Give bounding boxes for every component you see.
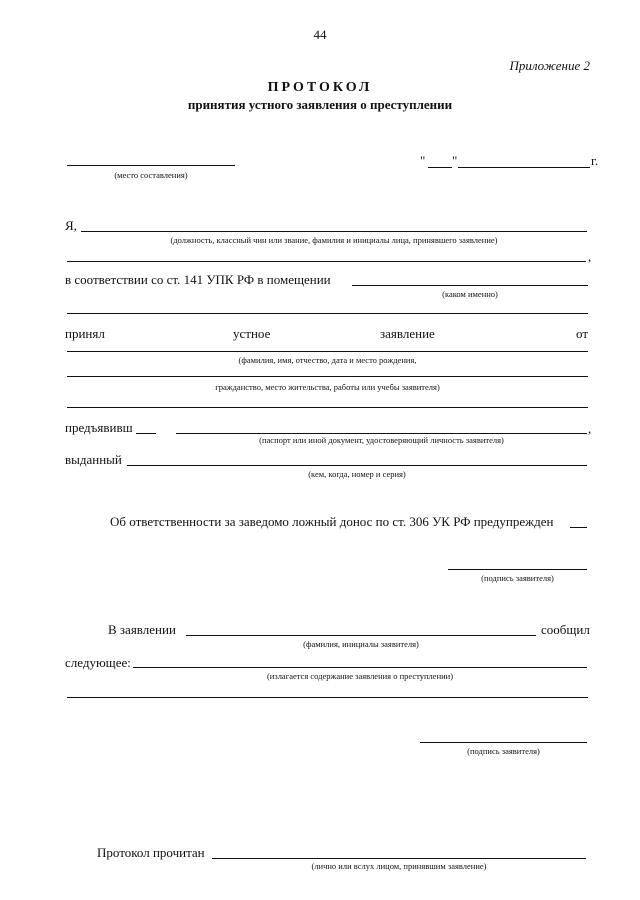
following-label: следующее: [65,655,131,670]
premises-caption: (каком именно) [442,289,498,299]
warning-ending-field[interactable] [570,527,587,528]
content-field-2[interactable] [67,697,588,698]
applicant-field[interactable] [67,351,588,352]
passport-caption: (паспорт или иной документ, удостоверяющий личность заявителя) [259,435,504,445]
date-quote-open: " [420,153,426,168]
date-month-year-field[interactable] [458,167,590,168]
signature-field-1[interactable] [448,569,587,570]
appendix-label: Приложение 2 [509,58,590,73]
issued-caption: (кем, когда, номер и серия) [308,469,406,479]
reported-label: сообщил [541,622,590,637]
citizenship-field[interactable] [67,376,588,377]
page-number: 44 [313,27,327,42]
date-day-field[interactable] [428,167,452,168]
signature-caption-2: (подпись заявителя) [467,746,540,756]
date-quote-close: " [452,153,458,168]
statement-applicant-field[interactable] [186,635,536,636]
accepted-word-4: от [576,326,589,341]
document-subtitle: принятия устного заявления о преступлении [187,97,453,112]
place-field[interactable] [67,165,235,166]
i-label: Я, [65,218,77,233]
premises-field-2[interactable] [67,313,588,314]
passport-field[interactable] [176,433,587,434]
accordance-text: в соответствии со ст. 141 УПК РФ в помещении [65,272,331,287]
read-caption: (лично или вслух лицом, принявшим заявление) [311,861,487,871]
official-caption: (должность, классный чин или звание, фамилия и инициалы лица, принявшего заявление) [170,235,498,245]
official-trailing-comma: , [588,249,592,264]
accepted-word-1: принял [65,326,105,341]
premises-field[interactable] [352,285,588,286]
presented-label: предъявивш [65,420,133,435]
place-caption: (место составления) [114,170,188,180]
presented-ending-field[interactable] [136,433,156,434]
accepted-word-3: заявление [380,326,435,341]
official-field-2[interactable] [67,261,586,262]
applicant-name-caption: (фамилия, инициалы заявителя) [303,639,419,649]
document-title: ПРОТОКОЛ [267,80,373,95]
issued-label: выданный [65,452,122,467]
content-field[interactable] [133,667,587,668]
read-label: Протокол прочитан [97,845,205,860]
content-caption: (излагается содержание заявления о преступлении) [266,671,454,681]
warning-text: Об ответственности за заведомо ложный донос по ст. 306 УК РФ предупрежден [110,514,554,529]
statement-label: В заявлении [108,622,176,637]
passport-trailing-comma: , [588,421,592,436]
citizenship-caption: гражданство, место жительства, работы или учебы заявителя) [215,382,440,392]
read-field[interactable] [212,858,586,859]
accepted-word-2: устное [233,326,271,341]
signature-field-2[interactable] [420,742,587,743]
citizenship-field-2[interactable] [67,407,588,408]
signature-caption-1: (подпись заявителя) [481,573,554,583]
official-field[interactable] [81,231,587,232]
date-suffix: г. [591,153,599,168]
issued-field[interactable] [127,465,587,466]
applicant-caption: (фамилия, имя, отчество, дата и место рождения, [238,355,417,365]
